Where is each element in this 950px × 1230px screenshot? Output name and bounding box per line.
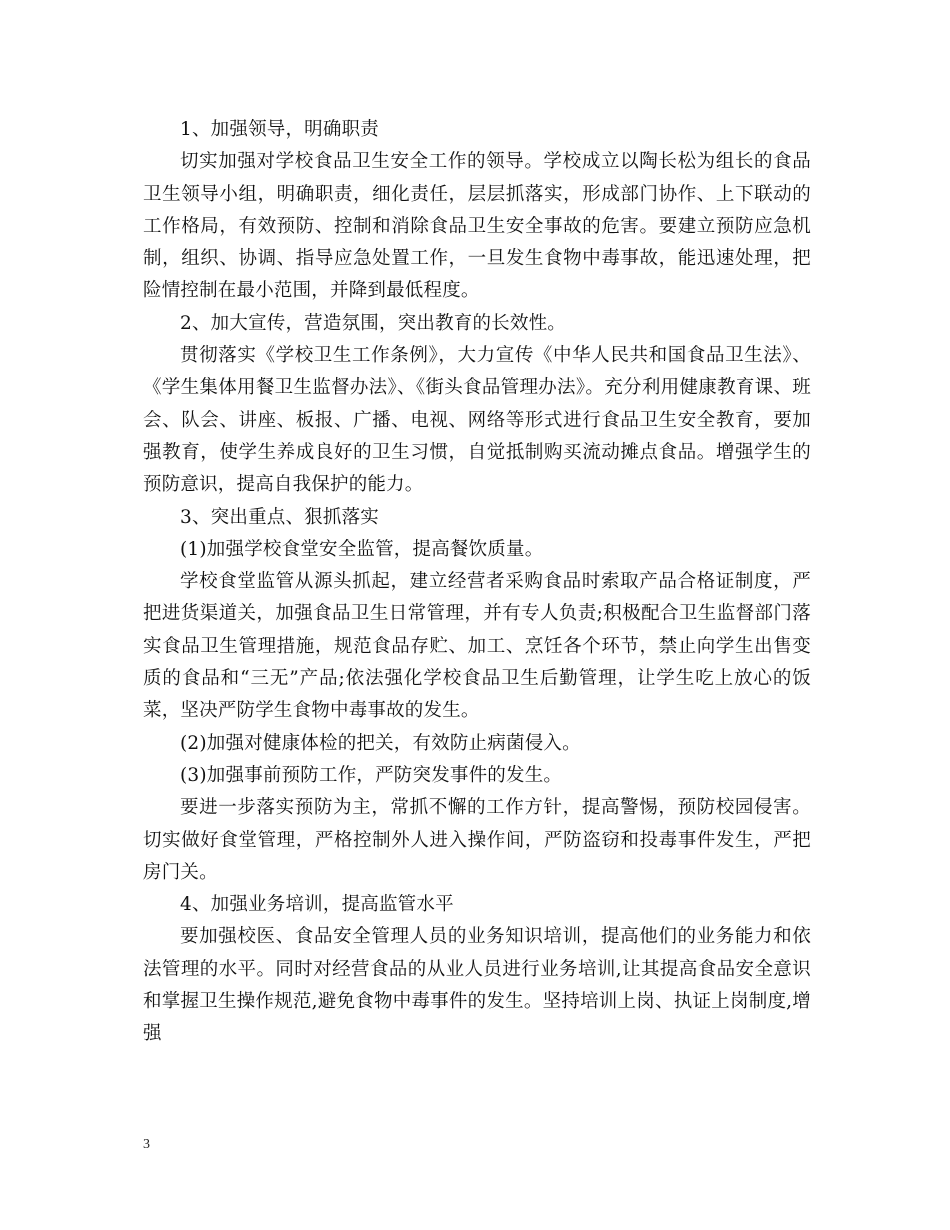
page-number: 3 — [143, 1137, 150, 1152]
subheading-canteen-supervision: (1)加强学校食堂安全监管，提高餐饮质量。 — [180, 538, 544, 560]
heading-1-leadership: 1、加强领导，明确职责 — [180, 119, 379, 140]
heading-3-key-points: 3、突出重点、狠抓落实 — [180, 506, 379, 528]
subheading-health-check: (2)加强对健康体检的把关，有效防止病菌侵入。 — [180, 732, 581, 754]
paragraph-training: 要加强校医、食品安全管理人员的业务知识培训，提高他们的业务能力和依法管理的水平。同时对经营食品的从业人员进行业务培训,让其提高食品安全意识和掌握卫生操作规范,避免食物中毒事件的发生。坚持培训上岗、执证上岗制度,增强 — [143, 926, 811, 1045]
paragraph-publicity: 贯彻落实《学校卫生工作条例》，大力宣传《中华人民共和国食品卫生法》、《学生集体用餐卫生监督办法》、《街头食品管理办法》。充分利用健康教育课、班会、队会、讲座、板报、广播、电视、网络等形式进行食品卫生安全教育，要加强教育，使学生养成良好的卫生习惯，自觉抵制购买流动摊点食品。增强学生的预防意识，提高自我保护的能力。 — [143, 345, 811, 496]
heading-2-publicity: 2、加大宣传，营造氛围，突出教育的长效性。 — [180, 312, 566, 334]
document-body — [143, 114, 811, 1051]
paragraph-leadership: 切实加强对学校食品卫生安全工作的领导。学校成立以陶长松为组长的食品卫生领导小组，明确职责，细化责任，层层抓落实，形成部门协作、上下联动的工作格局，有效预防、控制和消除食品卫生安全事故的危害。要建立预防应急机制，组织、协调、指导应急处置工作，一旦发生食物中毒事故，能迅速处理，把险情控制在最小范围，并降到最低程度。 — [143, 151, 811, 302]
heading-4-training: 4、加强业务培训，提高监管水平 — [180, 894, 454, 916]
paragraph-prevention: 要进一步落实预防为主，常抓不懈的工作方针，提高警惕，预防校园侵害。切实做好食堂管理，严格控制外人进入操作间，严防盗窃和投毒事件发生，严把房门关。 — [143, 797, 811, 883]
paragraph-canteen-supervision: 学校食堂监管从源头抓起，建立经营者采购食品时索取产品合格证制度，严把进货渠道关，加强食品卫生日常管理，并有专人负责;积极配合卫生监督部门落实食品卫生管理措施，规范食品存贮、加工、烹饪各个环节，禁止向学生出售变质的食品和“三无”产品;依法强化学校食品卫生后勤管理，让学生吃上放心的饭菜，坚决严防学生食物中毒事故的发生。 — [143, 571, 811, 722]
subheading-prevention: (3)加强事前预防工作，严防突发事件的发生。 — [180, 764, 563, 786]
